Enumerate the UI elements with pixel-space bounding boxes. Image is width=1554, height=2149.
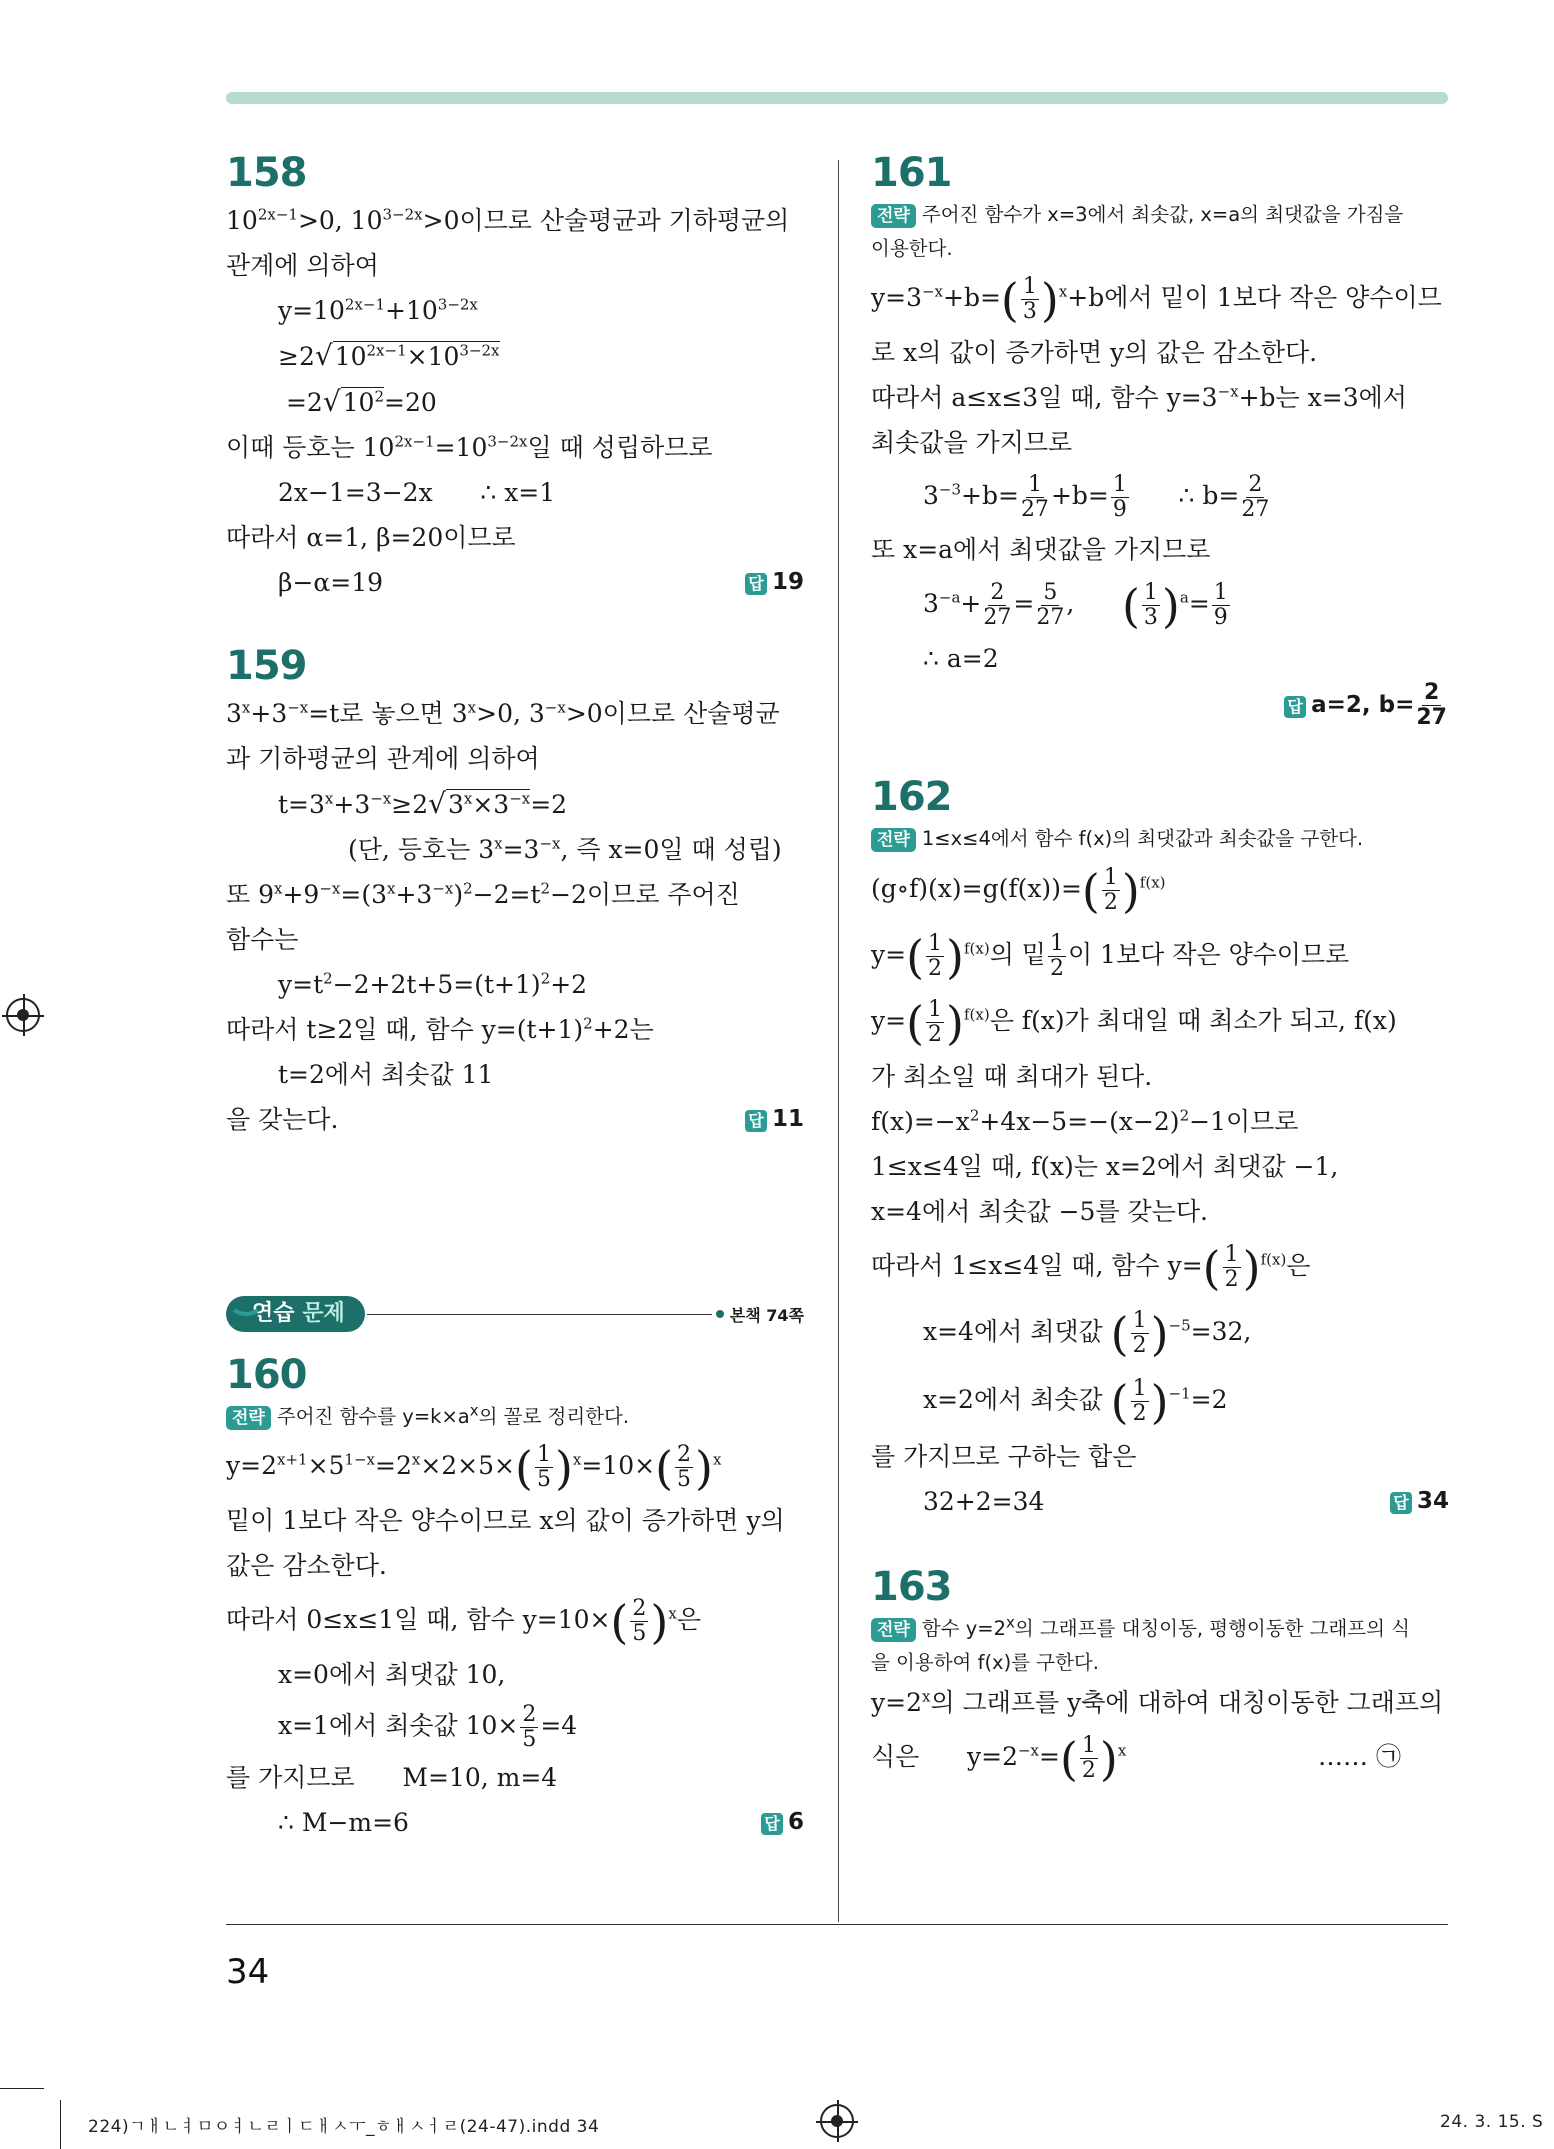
sol161-line4: 최솟값을 가지므로 (871, 428, 1073, 457)
sol158-line9: β−α=19 답 19 (226, 560, 804, 605)
column-divider (838, 160, 839, 1922)
sol159-line5: 또 $9^x+9^{-x}=(3^x+3^{-x})^2-2=t^2-2$이므로 주어진 (226, 879, 740, 909)
strategy-162: 전략 1≤x≤4에서 함수 f(x)의 최댓값과 최솟값을 구한다. (871, 822, 1449, 856)
answer-158: 답 19 (745, 560, 804, 605)
crop-mark (60, 2100, 61, 2149)
textbook-reference: 본책 74쪽 (729, 1305, 804, 1325)
sol162-line12: 32+2=34 답 34 (871, 1479, 1449, 1524)
sol158-line2: 관계에 의하여 (226, 251, 379, 280)
sol162-line3: y= ( $\frac{1}{2}$ ) $^{f(x)}$은 f(x)가 최대일 때 최소가 되고, f(x) (871, 995, 1397, 1050)
practice-label: 연습 문제 (226, 1296, 365, 1332)
footer-date: 24. 3. 15. S (1440, 2112, 1544, 2132)
answer-159: 답 11 (745, 1097, 804, 1142)
sol162-line5: $f(x)=-x^2+4x-5=-(x-2)^2-1$이므로 (871, 1106, 1299, 1136)
sol159-line6: 함수는 (226, 925, 299, 954)
sol160-line4: 따라서 0≤x≤1일 때, 함수 y=10× ( $\frac{2}{5}$ ) $^x$은 (226, 1594, 701, 1649)
sol161-line6: 또 x=a에서 최댓값을 가지므로 (871, 535, 1211, 564)
right-column (871, 150, 1449, 1789)
sol162-line9: x=4에서 최댓값 ( $\frac{1}{2}$ ) $^{-5}$=32, (923, 1306, 1252, 1361)
crop-mark (0, 2088, 44, 2089)
strategy-163: 전략 함수 $y=2^x$의 그래프를 대칭이동, 평행이동한 그래프의 식 을 이용하여 f(x)를 구한다. (871, 1613, 1411, 1674)
page-number: 34 (226, 1952, 270, 1992)
problem-number-158: 158 (226, 150, 307, 196)
sol158-line1: $10^{2x-1}>0$, $10^{3-2x}>0$이므로 산술평균과 기하평균의 (226, 205, 790, 235)
sol160-line1: $y=2^{x+1}\times 5^{1-x}=2^x\times 2\times 5\times$ ( $\frac{1}{5}$ ) $^x$=10× ( $\frac{2}{5}$ ) $^x$ (226, 1440, 722, 1495)
sol162-line1: (g∘f)(x)=g(f(x))= ( $\frac{1}{2}$ ) $^{f(x)}$ (871, 863, 1166, 918)
registration-mark-icon (820, 2104, 854, 2138)
sol160-line6: x=1에서 최솟값 10× $\frac{2}{5}$ =4 (278, 1702, 578, 1752)
sol163-line2: 식은 $y=2^{-x}=$ ( $\frac{1}{2}$ ) $^x$ …… ㉠ (871, 1731, 1401, 1786)
sol159-line9: t=2에서 최솟값 11 (278, 1060, 494, 1089)
sol158-line6: 이때 등호는 $10^{2x-1}=10^{3-2x}$일 때 성립하므로 (226, 432, 713, 462)
sol159-line10: 을 갖는다. 답 11 (226, 1097, 804, 1142)
bottom-rule (226, 1924, 1448, 1925)
bullet-icon (716, 1310, 724, 1318)
sol158-line3: $y=10^{2x-1}+10^{3-2x}$ (278, 295, 478, 325)
sol159-line3: $t=3^x+3^{-x}\ge 2√3^x\times 3^{-x}=2$ (278, 787, 568, 820)
sol159-line1: $3^x+3^{-x}=t$로 놓으면 $3^x>0$, $3^{-x}>0$이므로 산술평균 (226, 698, 780, 728)
problem-number-159: 159 (226, 643, 307, 689)
registration-mark-icon (6, 998, 40, 1032)
sol160-line2: 밑이 1보다 작은 양수이므로 x의 값이 증가하면 y의 (226, 1506, 785, 1535)
practice-section-header (226, 1292, 804, 1336)
sol161-line2: 로 x의 값이 증가하면 y의 값은 감소한다. (871, 338, 1318, 367)
sol162-line8: 따라서 1≤x≤4일 때, 함수 y= ( $\frac{1}{2}$ ) $^{f(x)}$은 (871, 1240, 1311, 1295)
left-column (226, 150, 804, 1845)
sol161-line7: $3^{-a}+$ $\frac{2}{27}$ = $\frac{5}{27}$ , ( $\frac{1}{3}$ ) $^a$= $\frac{1}{9}$ (923, 578, 1228, 633)
sol158-line4: $\ge 2√10^{2x-1}\times 10^{3-2x}$ (278, 339, 500, 372)
sol158-line8: 따라서 α=1, β=20이므로 (226, 523, 516, 552)
answer-161: 답 a=2, b= $\frac{2}{27}$ (1284, 692, 1449, 718)
top-color-bar (226, 92, 1448, 104)
sol158-line5: $=2√10^2=20$ (285, 385, 437, 418)
sol160-line5: x=0에서 최댓값 10, (278, 1660, 506, 1689)
sol162-line10: x=2에서 최솟값 ( $\frac{1}{2}$ ) $^{-1}$=2 (923, 1374, 1228, 1429)
sol159-line8: 따라서 t≥2일 때, 함수 $y=(t+1)^2+2$는 (226, 1014, 654, 1044)
sol162-line7: x=4에서 최솟값 −5를 갖는다. (871, 1197, 1208, 1226)
sol162-line4: 가 최소일 때 최대가 된다. (871, 1062, 1153, 1091)
sol159-line4: (단, 등호는 $3^x=3^{-x}$, 즉 x=0일 때 성립) (348, 834, 782, 864)
problem-number-160: 160 (226, 1352, 307, 1398)
sol158-line7: 2x−1=3−2x ∴ x=1 (278, 478, 556, 507)
answer-160: 답 6 (761, 1800, 804, 1845)
sol160-line7: 를 가지므로 M=10, m=4 (226, 1763, 558, 1792)
problem-number-161: 161 (871, 150, 952, 196)
sol160-line8: ∴ M−m=6 답 6 (226, 1800, 804, 1845)
sol162-line2: y= ( $\frac{1}{2}$ ) $^{f(x)}$의 밑 $\frac{1}{2}$ 이 1보다 작은 양수이므로 (871, 929, 1350, 984)
sol159-line7: $y=t^2-2+2t+5=(t+1)^2+2$ (278, 969, 588, 999)
footer-filename: 224)ㄱㅐㄴㅕㅁㅇㅕㄴㄹㅣㄷㅐㅅㅜ_ㅎㅐㅅㅓㄹ(24-47).indd 34 (88, 2117, 600, 2137)
problem-number-162: 162 (871, 774, 952, 820)
sol163-line1: $y=2^x$의 그래프를 y축에 대하여 대칭이동한 그래프의 (871, 1687, 1444, 1717)
answer-162: 답 34 (1390, 1479, 1449, 1524)
sol161-line3: 따라서 a≤x≤3일 때, 함수 $y=3^{-x}+b$는 x=3에서 (871, 382, 1407, 412)
sol161-line5: $3^{-3}+b=$ $\frac{1}{27}$ +b= $\frac{1}{9}$ ∴ b= $\frac{2}{27}$ (923, 472, 1270, 522)
problem-number-163: 163 (871, 1564, 952, 1610)
sol161-line8: ∴ a=2 (923, 644, 999, 673)
strategy-161: 전략 주어진 함수가 x=3에서 최솟값, x=a의 최댓값을 가짐을 이용한다. (871, 203, 1404, 260)
sol162-line6: 1≤x≤4일 때, f(x)는 x=2에서 최댓값 −1, (871, 1152, 1339, 1181)
sol160-line3: 값은 감소한다. (226, 1551, 387, 1580)
sol162-line11: 를 가지므로 구하는 합은 (871, 1442, 1137, 1471)
sol159-line2: 과 기하평균의 관계에 의하여 (226, 744, 540, 773)
strategy-160: 전략 주어진 함수를 $y=k\times a^x$의 꼴로 정리한다. (226, 1400, 804, 1434)
sol161-line1: $y=3^{-x}+b=$ ( $\frac{1}{3}$ ) $^x$+b에서 밑이 1보다 작은 양수이므 (871, 272, 1442, 327)
answer-161-row (871, 681, 1449, 730)
